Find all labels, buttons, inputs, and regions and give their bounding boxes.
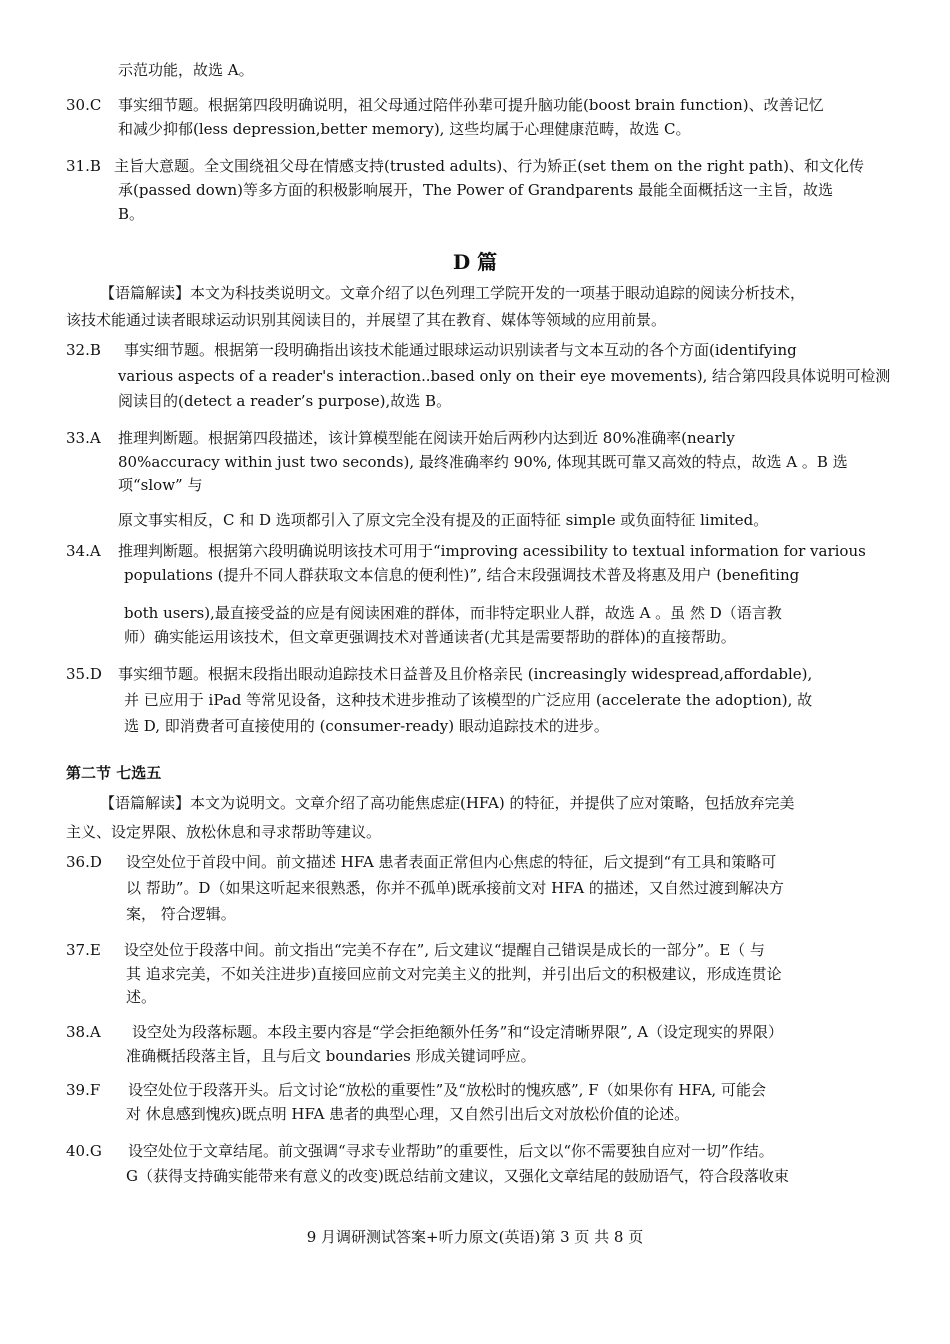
answer-37-line-1: 设空处位于段落中间。前文指出“完美不存在”, 后文建议“提醒自己错误是成长的一部分”。E（ 与 — [124, 941, 765, 959]
answer-number-33: 33.A — [66, 429, 101, 447]
answer-31-line-2: 承(passed down)等多方面的积极影响展开，The Power of Grandparents 最能全面概括这一主旨，故选 — [118, 181, 833, 199]
answer-37-line-2: 其 追求完美，不如关注进步)直接回应前文对完美主义的批判，并引出后文的积极建议，形成连贯论 — [126, 965, 782, 983]
answer-number-36: 36.D — [66, 853, 102, 871]
page-footer: 9 月调研测试答案+听力原文(英语)第 3 页 共 8 页 — [306, 1228, 644, 1246]
answer-32-line-2: various aspects of a reader's interaction..based only on their eye movements), 结合第四段具体说明可检测 — [118, 367, 891, 385]
answer-38-line-1: 设空处为段落标题。本段主要内容是“学会拒绝额外任务”和“设定清晰界限”, A（设定现实的界限） — [132, 1023, 784, 1041]
section-title-d: D 篇 — [452, 250, 498, 274]
answer-30-line-1: 事实细节题。根据第四段明确说明，祖父母通过陪伴孙辈可提升脑功能(boost brain function)、改善记忆 — [118, 96, 824, 114]
answer-number-35: 35.D — [66, 665, 102, 683]
answer-32-line-1: 事实细节题。根据第一段明确指出该技术能通过眼球运动识别读者与文本互动的各个方面(identifying — [124, 341, 797, 359]
answer-number-39: 39.F — [66, 1081, 101, 1099]
intro-s2-line-1: 【语篇解读】本文为说明文。文章介绍了高功能焦虑症(HFA) 的特征，并提供了应对策略，包括放弃完美 — [100, 794, 795, 812]
section-heading-part-two: 第二节 七选五 — [66, 764, 162, 782]
answer-34-line-1: 推理判断题。根据第六段明确说明该技术可用于“improving acessibility to textual information for various — [118, 542, 866, 560]
answer-33-line-1: 推理判断题。根据第四段描述，该计算模型能在阅读开始后两秒内达到近 80%准确率(nearly — [118, 429, 735, 447]
answer-35-line-2: 并 已应用于 iPad 等常见设备，这种技术进步推动了该模型的广泛应用 (accelerate the adoption), 故 — [124, 691, 813, 709]
answer-33-line-2: 80%accuracy within just two seconds), 最终准确率约 90%, 体现其既可靠又高效的特点，故选 A 。B 选 — [118, 453, 848, 471]
answer-number-34: 34.A — [66, 542, 101, 560]
continued-line: 示范功能，故选 A。 — [118, 61, 254, 79]
answer-40-line-1: 设空处位于文章结尾。前文强调“寻求专业帮助”的重要性，后文以“你不需要独自应对一切”作结。 — [128, 1142, 774, 1160]
answer-35-line-3: 选 D, 即消费者可直接使用的 (consumer-ready) 眼动追踪技术的进步。 — [124, 717, 609, 735]
answer-number-32: 32.B — [66, 341, 101, 359]
answer-number-40: 40.G — [66, 1142, 102, 1160]
intro-d-line-1: 【语篇解读】本文为科技类说明文。文章介绍了以色列理工学院开发的一项基于眼动追踪的阅读分析技术， — [100, 284, 806, 302]
answer-39-line-1: 设空处位于段落开头。后文讨论“放松的重要性”及“放松时的愧疚感”, F（如果你有 HFA, 可能会 — [128, 1081, 766, 1099]
answer-34-line-3: both users),最直接受益的应是有阅读困难的群体，而非特定职业人群，故选 A 。虽 然 D（语言教 — [124, 604, 782, 622]
answer-33-line-4: 原文事实相反，C 和 D 选项都引入了原文完全没有提及的正面特征 simple 或负面特征 limited。 — [118, 511, 769, 529]
answer-36-line-1: 设空处位于首段中间。前文描述 HFA 患者表面正常但内心焦虑的特征，后文提到“有工具和策略可 — [126, 853, 777, 871]
answer-36-line-3: 案， 符合逻辑。 — [126, 905, 236, 923]
answer-36-line-2: 以 帮助”。D（如果这听起来很熟悉，你并不孤单)既承接前文对 HFA 的描述，又自然过渡到解决方 — [126, 879, 784, 897]
intro-s2-line-2: 主义、设定界限、放松休息和寻求帮助等建议。 — [66, 823, 382, 841]
answer-37-line-3: 述。 — [126, 988, 157, 1006]
answer-number-37: 37.E — [66, 941, 101, 959]
answer-38-line-2: 准确概括段落主旨，且与后文 boundaries 形成关键词呼应。 — [126, 1047, 536, 1065]
answer-34-line-2: populations (提升不同人群获取文本信息的便利性)”, 结合末段强调技术普及将惠及用户 (benefiting — [124, 566, 800, 584]
answer-35-line-1: 事实细节题。根据末段指出眼动追踪技术日益普及且价格亲民 (increasingly widespread,affordable), — [118, 665, 813, 683]
answer-31-line-1: 主旨大意题。全文围绕祖父母在情感支持(trusted adults)、行为矫正(set them on the right path)、和文化传 — [114, 157, 864, 175]
answer-33-line-3: 项“slow” 与 — [118, 476, 203, 494]
answer-32-line-3: 阅读目的(detect a reader’s purpose),故选 B。 — [118, 392, 452, 410]
answer-34-line-4: 师）确实能运用该技术，但文章更强调技术对普通读者(尤其是需要帮助的群体)的直接帮助。 — [124, 628, 736, 646]
answer-number-30: 30.C — [66, 96, 102, 114]
answer-39-line-2: 对 休息感到愧疚)既点明 HFA 患者的典型心理，又自然引出后文对放松价值的论述。 — [126, 1105, 690, 1123]
answer-31-line-3: B。 — [118, 205, 145, 223]
answer-number-31: 31.B — [66, 157, 101, 175]
answer-number-38: 38.A — [66, 1023, 101, 1041]
answer-30-line-2: 和减少抑郁(less depression,better memory), 这些均属于心理健康范畴，故选 C。 — [118, 120, 691, 138]
intro-d-line-2: 该技术能通过读者眼球运动识别其阅读目的，并展望了其在教育、媒体等领域的应用前景。 — [66, 311, 667, 329]
answer-40-line-2: G（获得支持确实能带来有意义的改变)既总结前文建议，又强化文章结尾的鼓励语气，符合段落收束 — [126, 1167, 789, 1185]
